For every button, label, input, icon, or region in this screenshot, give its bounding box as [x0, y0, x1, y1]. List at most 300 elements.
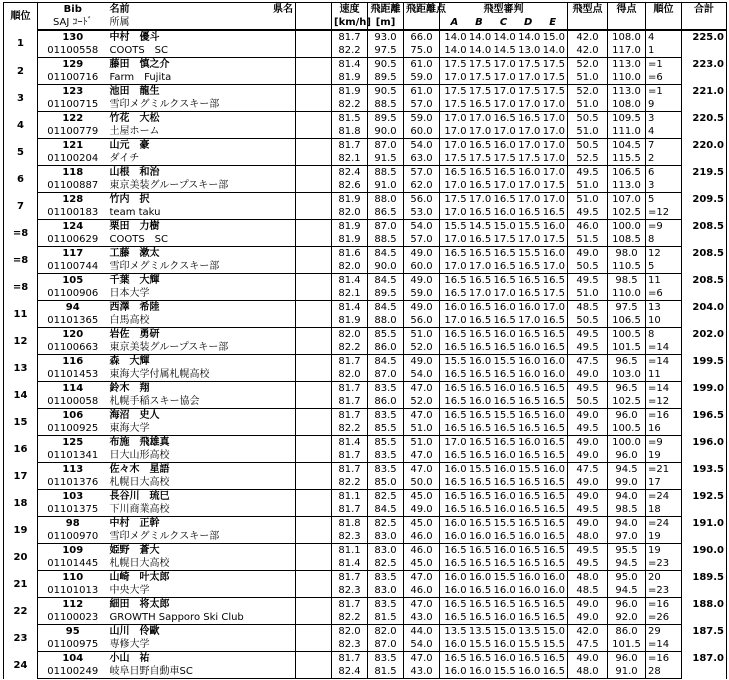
header-total: 合計 [682, 3, 727, 17]
judge-score: 17.0 [518, 194, 541, 205]
points-cell: 113.0 [608, 58, 646, 72]
judge-score: 17.0 [518, 126, 541, 137]
judge-score: 15.5 [518, 464, 541, 475]
judge-score: 16.0 [493, 491, 516, 502]
judge-score: 16.5 [493, 194, 516, 205]
judge-score: 16.5 [444, 342, 467, 353]
points-cell: 94.5 [608, 557, 646, 571]
distance-cell: 82.5 [368, 517, 404, 531]
bib-cell: 95 [65, 626, 80, 637]
distance-cell: 83.5 [368, 571, 404, 585]
judge-score: 16.5 [518, 329, 541, 340]
club-cell: team taku [108, 206, 296, 220]
judge-score: 16.5 [468, 599, 492, 610]
judge-score: 16.5 [468, 329, 492, 340]
distance-points-cell: 62.0 [404, 179, 440, 193]
athlete-name: 栗田 力樹 [109, 221, 160, 232]
points-cell: 98.5 [608, 503, 646, 517]
style-points-cell: 49.5 [568, 544, 608, 558]
club-cell: GROWTH Sapporo Ski Club [108, 611, 296, 625]
judge-scores-cell [440, 179, 568, 193]
distance-points-cell: 47.0 [404, 382, 440, 396]
table-row [4, 625, 727, 639]
judge-score: 17.5 [518, 59, 541, 70]
judge-scores-cell [440, 665, 568, 679]
table-row [4, 422, 727, 436]
style-points-cell: 46.0 [568, 220, 608, 234]
judge-score: 16.5 [518, 396, 541, 407]
judge-score: 16.5 [444, 653, 467, 664]
judge-score: 16.5 [468, 410, 492, 421]
table-row [4, 449, 727, 463]
speed-cell: 81.9 [332, 193, 368, 207]
judge-score: 16.0 [493, 639, 516, 650]
judge-score: 16.5 [493, 261, 516, 272]
judge-score: 15.5 [518, 221, 541, 232]
table-row [4, 30, 727, 44]
speed-cell: 81.7 [332, 409, 368, 423]
judge-score: 16.5 [542, 450, 565, 461]
judge-scores-cell [440, 287, 568, 301]
judge-b-label: B [475, 17, 483, 28]
judge-score: 13.5 [468, 626, 492, 637]
athlete-name: 森 大輝 [109, 356, 150, 367]
header-dist-pts: 飛距離点 [404, 3, 440, 17]
judge-score: 15.5 [444, 356, 467, 367]
distance-cell: 82.0 [368, 625, 404, 639]
distance-points-cell: 54.0 [404, 220, 440, 234]
judge-scores-cell [440, 58, 568, 72]
pref-cell [296, 544, 332, 558]
judge-scores-cell [440, 233, 568, 247]
distance-cell: 88.0 [368, 193, 404, 207]
judge-scores-cell [440, 260, 568, 274]
points-cell: 99.0 [608, 476, 646, 490]
judge-score: 17.0 [468, 194, 492, 205]
table-row [4, 598, 727, 612]
judge-score: 17.0 [468, 126, 492, 137]
distance-cell: 84.5 [368, 274, 404, 288]
rank-cell: 1 [4, 30, 38, 58]
pref-cell [296, 368, 332, 382]
points-cell: 110.0 [608, 287, 646, 301]
judge-score: 15.5 [493, 410, 516, 421]
judge-scores-cell [440, 125, 568, 139]
saj-code-cell: 01100887 [38, 179, 108, 193]
pref-cell [296, 247, 332, 261]
pref-cell [296, 652, 332, 666]
judge-score: 15.5 [493, 356, 516, 367]
pref-cell [296, 571, 332, 585]
speed-cell: 81.4 [332, 58, 368, 72]
saj-code-cell: 01100716 [38, 71, 108, 85]
header-pref-spacer-2 [296, 16, 332, 30]
judge-score: 16.0 [493, 383, 516, 394]
header-speed: 速度 [332, 3, 368, 17]
distance-points-cell: 46.0 [404, 530, 440, 544]
judge-score: 17.0 [493, 288, 516, 299]
judge-score: 16.5 [468, 302, 492, 313]
place-cell: =23 [646, 557, 682, 571]
place-cell: =6 [646, 71, 682, 85]
judge-score: 16.5 [518, 558, 541, 569]
judge-score: 15.0 [493, 626, 516, 637]
judge-score: 17.5 [444, 59, 467, 70]
judge-score: 16.0 [518, 585, 541, 596]
saj-code-cell: 01100204 [38, 152, 108, 166]
judge-scores-cell [440, 301, 568, 315]
points-cell: 102.5 [608, 206, 646, 220]
judge-score: 16.5 [542, 666, 565, 677]
style-points-cell: 50.5 [568, 395, 608, 409]
style-points-cell: 47.5 [568, 355, 608, 369]
distance-points-cell: 43.0 [404, 611, 440, 625]
pref-cell [296, 166, 332, 180]
speed-cell: 82.0 [332, 328, 368, 342]
judge-score: 16.5 [493, 558, 516, 569]
judge-score: 16.5 [518, 599, 541, 610]
rank-cell: 3 [4, 85, 38, 112]
table-row [4, 584, 727, 598]
distance-points-cell: 59.0 [404, 71, 440, 85]
points-cell: 102.5 [608, 395, 646, 409]
pref-cell [296, 422, 332, 436]
judge-score: 16.5 [468, 612, 492, 623]
table-row [4, 355, 727, 369]
place-cell: =16 [646, 409, 682, 423]
judge-score: 16.5 [518, 504, 541, 515]
distance-cell: 81.5 [368, 611, 404, 625]
points-cell: 96.0 [608, 598, 646, 612]
pref-cell [296, 98, 332, 112]
place-cell: 13 [646, 301, 682, 315]
judge-score: 17.5 [444, 153, 467, 164]
distance-cell: 84.5 [368, 301, 404, 315]
pref-cell [296, 382, 332, 396]
distance-points-cell: 57.0 [404, 98, 440, 112]
saj-code-cell: 01100744 [38, 260, 108, 274]
rank-cell: 16 [4, 436, 38, 463]
judge-score: 16.0 [444, 531, 467, 542]
place-cell: 10 [646, 314, 682, 328]
style-points-cell: 48.5 [568, 584, 608, 598]
judge-score: 16.5 [542, 423, 565, 434]
speed-cell: 81.7 [332, 571, 368, 585]
distance-cell: 83.5 [368, 382, 404, 396]
judge-c-label: C [499, 17, 508, 28]
speed-cell: 81.5 [332, 112, 368, 126]
athlete-name: 山崎 叶太郎 [109, 572, 170, 583]
place-cell: 7 [646, 139, 682, 153]
club-cell: 雪印メグミルクスキー部 [108, 260, 296, 274]
style-points-cell: 51.0 [568, 287, 608, 301]
judge-score: 17.0 [444, 113, 467, 124]
total-cell: 208.5 [682, 274, 727, 301]
distance-cell: 86.5 [368, 206, 404, 220]
judge-score: 16.5 [444, 410, 467, 421]
table-row [4, 530, 727, 544]
table-row [4, 328, 727, 342]
pref-cell [296, 638, 332, 652]
results-table [3, 2, 727, 679]
distance-cell: 88.0 [368, 314, 404, 328]
distance-points-cell: 51.0 [404, 436, 440, 450]
speed-cell: 82.2 [332, 476, 368, 490]
judge-scores-cell [440, 30, 568, 44]
distance-points-cell: 66.0 [404, 30, 440, 44]
judge-score: 17.5 [542, 234, 565, 245]
judge-score: 16.0 [468, 572, 492, 583]
total-cell: 220.0 [682, 139, 727, 166]
header-bib: Bib [38, 3, 108, 17]
judge-score: 16.0 [468, 356, 492, 367]
points-cell: 98.0 [608, 247, 646, 261]
judge-scores-cell [440, 206, 568, 220]
judge-score: 16.5 [468, 234, 492, 245]
judge-score: 14.5 [468, 221, 492, 232]
distance-points-cell: 75.0 [404, 44, 440, 58]
judge-score: 17.0 [542, 153, 565, 164]
rank-cell: 11 [4, 301, 38, 328]
judge-scores-cell [440, 341, 568, 355]
judge-score: 17.0 [518, 180, 541, 191]
judge-score: 16.0 [493, 585, 516, 596]
club-cell: 専修大学 [108, 638, 296, 652]
distance-cell: 82.5 [368, 557, 404, 571]
points-cell: 108.0 [608, 98, 646, 112]
judge-score: 17.5 [493, 153, 516, 164]
rank-cell: 17 [4, 463, 38, 490]
rank-cell: 15 [4, 409, 38, 436]
athlete-name: 布施 飛雄真 [109, 437, 170, 448]
judge-score: 16.0 [468, 531, 492, 542]
judge-scores-cell [440, 314, 568, 328]
bib-cell: 116 [62, 356, 84, 367]
distance-cell: 87.0 [368, 638, 404, 652]
distance-points-cell: 54.0 [404, 368, 440, 382]
header-place-spacer [646, 16, 682, 30]
judge-score: 16.5 [542, 653, 565, 664]
judge-score: 16.5 [468, 558, 492, 569]
judge-score: 16.5 [493, 437, 516, 448]
header-style-spacer [568, 16, 608, 30]
place-cell: 17 [646, 476, 682, 490]
speed-cell: 81.1 [332, 490, 368, 504]
place-cell: =16 [646, 652, 682, 666]
athlete-name: 中村 優斗 [109, 32, 160, 43]
bib-cell: 98 [65, 518, 80, 529]
judge-score: 17.0 [542, 167, 565, 178]
judge-score: 17.0 [542, 126, 565, 137]
distance-cell: 87.0 [368, 368, 404, 382]
header-club: 所属 [108, 16, 296, 30]
pref-cell [296, 274, 332, 288]
distance-points-cell: 53.0 [404, 206, 440, 220]
speed-cell: 82.2 [332, 341, 368, 355]
distance-cell: 87.0 [368, 139, 404, 153]
rank-cell: 19 [4, 517, 38, 544]
speed-cell: 81.7 [332, 449, 368, 463]
saj-code-cell: 01100975 [38, 638, 108, 652]
judge-scores-cell [440, 71, 568, 85]
judge-score: 16.5 [444, 167, 467, 178]
distance-points-cell: 44.0 [404, 625, 440, 639]
club-cell: 岐阜日野自動車SC [108, 665, 296, 679]
distance-cell: 83.5 [368, 409, 404, 423]
judge-scores-cell [440, 166, 568, 180]
athlete-name: 池田 龍生 [109, 86, 160, 97]
place-cell: 28 [646, 665, 682, 679]
speed-cell: 81.9 [332, 220, 368, 234]
place-cell: =26 [646, 611, 682, 625]
place-cell: 4 [646, 125, 682, 139]
judge-score: 17.0 [493, 72, 516, 83]
rank-cell: 24 [4, 652, 38, 679]
table-row [4, 611, 727, 625]
table-row [4, 44, 727, 58]
judge-scores-cell [440, 449, 568, 463]
points-cell: 92.0 [608, 611, 646, 625]
judge-score: 16.5 [468, 383, 492, 394]
distance-cell: 89.5 [368, 287, 404, 301]
judge-scores-cell [440, 409, 568, 423]
table-row [4, 193, 727, 207]
judge-score: 16.5 [468, 545, 492, 556]
total-cell: 196.5 [682, 409, 727, 436]
judge-score: 16.5 [444, 396, 467, 407]
pref-cell [296, 44, 332, 58]
saj-code-cell: 01101365 [38, 314, 108, 328]
judge-score: 16.5 [542, 599, 565, 610]
distance-cell: 81.5 [368, 665, 404, 679]
judge-scores-cell [440, 598, 568, 612]
distance-points-cell: 59.0 [404, 287, 440, 301]
club-cell: COOTS SC [108, 44, 296, 58]
judge-scores-cell [440, 355, 568, 369]
distance-points-cell: 52.0 [404, 395, 440, 409]
judge-scores-cell [440, 584, 568, 598]
bib-cell: 118 [62, 167, 84, 178]
table-row [4, 247, 727, 261]
distance-cell: 84.5 [368, 247, 404, 261]
distance-points-cell: 57.0 [404, 166, 440, 180]
speed-cell: 81.7 [332, 503, 368, 517]
judge-scores-cell [440, 193, 568, 207]
judge-score: 16.0 [444, 639, 467, 650]
distance-cell: 88.5 [368, 166, 404, 180]
athlete-name: 長谷川 琉巳 [109, 491, 170, 502]
place-cell: 16 [646, 422, 682, 436]
style-points-cell: 49.0 [568, 611, 608, 625]
distance-cell: 90.5 [368, 85, 404, 99]
judge-score: 16.0 [542, 585, 565, 596]
saj-code-cell: 01100779 [38, 125, 108, 139]
total-cell: 190.0 [682, 544, 727, 571]
judge-score: 13.5 [518, 626, 541, 637]
judge-score: 16.0 [493, 450, 516, 461]
header-points: 得点 [608, 3, 646, 17]
speed-cell: 82.2 [332, 44, 368, 58]
judge-scores-cell [440, 611, 568, 625]
judge-score: 16.0 [493, 329, 516, 340]
saj-code-cell: 01101376 [38, 476, 108, 490]
judge-score: 15.5 [518, 248, 541, 259]
points-cell: 96.0 [608, 652, 646, 666]
style-points-cell: 49.5 [568, 341, 608, 355]
speed-cell: 82.0 [332, 368, 368, 382]
judge-score: 17.0 [518, 234, 541, 245]
table-row [4, 571, 727, 585]
header-speed-unit: [km/h] [332, 16, 368, 30]
speed-cell: 81.4 [332, 301, 368, 315]
points-cell: 100.0 [608, 220, 646, 234]
points-cell: 113.0 [608, 179, 646, 193]
pref-cell [296, 449, 332, 463]
distance-points-cell: 47.0 [404, 463, 440, 477]
judge-score: 16.5 [542, 612, 565, 623]
judge-score: 14.0 [444, 45, 467, 56]
speed-cell: 81.7 [332, 382, 368, 396]
distance-cell: 97.5 [368, 44, 404, 58]
pref-cell [296, 152, 332, 166]
distance-cell: 82.5 [368, 490, 404, 504]
style-points-cell: 51.0 [568, 71, 608, 85]
judge-score: 16.5 [518, 261, 541, 272]
judge-score: 16.0 [444, 585, 467, 596]
speed-cell: 81.4 [332, 557, 368, 571]
speed-cell: 82.2 [332, 98, 368, 112]
total-cell: 221.0 [682, 85, 727, 112]
rank-cell: 13 [4, 355, 38, 382]
judge-score: 16.0 [493, 612, 516, 623]
judge-score: 17.5 [542, 180, 565, 191]
speed-cell: 82.3 [332, 584, 368, 598]
header-judge-cols [440, 16, 568, 30]
style-points-cell: 49.0 [568, 409, 608, 423]
judge-score: 16.5 [542, 558, 565, 569]
judge-scores-cell [440, 220, 568, 234]
judge-score: 16.5 [518, 288, 541, 299]
judge-score: 15.5 [542, 639, 565, 650]
table-row [4, 652, 727, 666]
style-points-cell: 49.0 [568, 490, 608, 504]
judge-score: 16.5 [468, 369, 492, 380]
distance-cell: 85.0 [368, 476, 404, 490]
judge-score: 16.5 [518, 477, 541, 488]
saj-code-cell: 01101013 [38, 584, 108, 598]
table-row [4, 395, 727, 409]
judge-score: 15.0 [493, 221, 516, 232]
judge-score: 17.5 [444, 99, 467, 110]
judge-score: 16.5 [444, 248, 467, 259]
judge-score: 16.5 [518, 491, 541, 502]
table-row [4, 409, 727, 423]
judge-score: 16.5 [493, 423, 516, 434]
speed-cell: 81.4 [332, 436, 368, 450]
judge-scores-cell [440, 490, 568, 504]
header-saj: SAJ ｺｰﾄﾞ [38, 16, 108, 30]
points-cell: 94.0 [608, 490, 646, 504]
judge-score: 16.0 [444, 518, 467, 529]
table-row [4, 274, 727, 288]
distance-points-cell: 61.0 [404, 58, 440, 72]
points-cell: 91.0 [608, 665, 646, 679]
athlete-name: 細田 将太郎 [109, 599, 170, 610]
judge-scores-cell [440, 530, 568, 544]
judge-score: 14.0 [468, 32, 492, 43]
points-cell: 108.5 [608, 233, 646, 247]
judge-score: 16.5 [493, 342, 516, 353]
